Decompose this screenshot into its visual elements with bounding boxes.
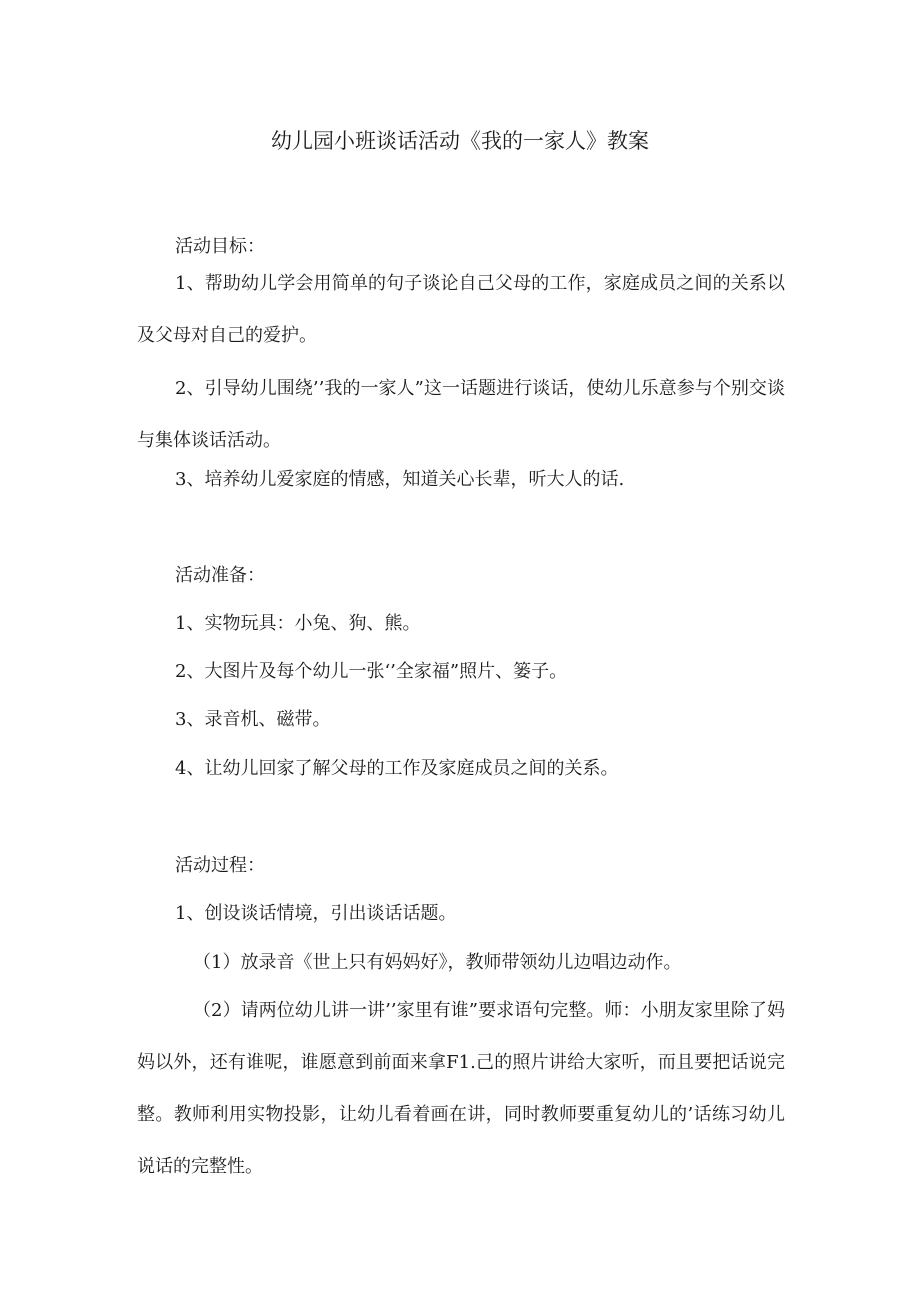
preparation-item-1: 1、实物玩具：小兔、狗、熊。 (175, 613, 421, 634)
document-title: 幼儿园小班谈话活动《我的一家人》教案 (271, 129, 649, 153)
process-substep-1: （1）放录音《世上只有妈妈好》，教师带领幼儿边唱边动作。 (193, 952, 682, 973)
process-substep-2: （2）请两位幼儿讲一讲’’家里有谁”要求语句完整。师：小朋友家里除了妈妈以外，还有谁呢，谁愿意到前面来拿F1.己的照片讲给大家听，而且要把话说完整。教师利用实物投影，让幼儿看着画在讲，同时教师要重复幼儿的’话练习幼儿说话的完整性。 (137, 1000, 785, 1177)
preparation-item-2: 2、大图片及每个幼儿一张‘’全家福”照片、篓子。 (175, 661, 568, 682)
goal-item-2: 2、引导幼儿围绕’’我的一家人”这一话题进行谈话，使幼儿乐意参与个别交谈与集体谈话活动。 (137, 378, 785, 451)
preparation-item-4: 4、让幼儿回家了解父母的工作及家庭成员之间的关系。 (175, 758, 619, 779)
goal-item-3: 3、培养幼儿爱家庭的情感，知道关心长辈，听大人的话. (175, 469, 625, 490)
process-heading: 活动过程： (175, 855, 265, 876)
preparation-item-3: 3、录音机、磁带。 (175, 709, 331, 730)
goals-heading: 活动目标： (175, 236, 265, 257)
goal-item-1: 1、帮助幼儿学会用简单的句子谈论自己父母的工作，家庭成员之间的关系以及父母对自己的爱护。 (137, 273, 785, 346)
preparation-heading: 活动准备： (175, 565, 265, 586)
process-step-1: 1、创设谈话情境，引出谈话话题。 (175, 903, 457, 924)
